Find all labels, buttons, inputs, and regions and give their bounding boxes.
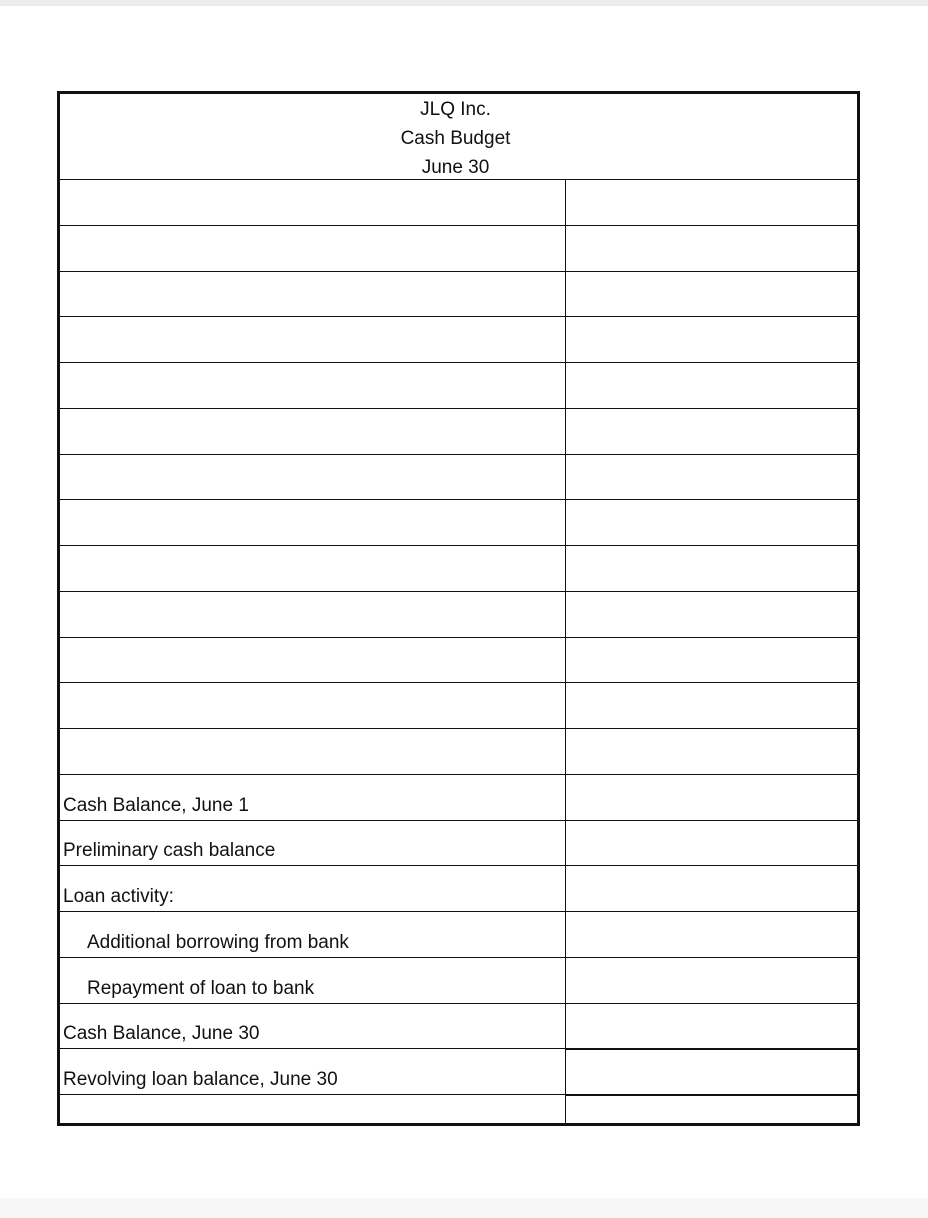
blank-row: [60, 317, 857, 363]
blank-row: [60, 546, 857, 592]
blank-row: [60, 409, 857, 455]
row-label: Preliminary cash balance: [63, 840, 276, 862]
labeled-row: [60, 958, 857, 1004]
labeled-row: [60, 866, 857, 912]
amount-cell[interactable]: [566, 409, 857, 454]
blank-row: [60, 455, 857, 501]
amount-cell[interactable]: [566, 500, 857, 545]
labeled-row: [60, 1049, 857, 1095]
blank-row: [60, 1095, 857, 1123]
label-cell[interactable]: [60, 729, 566, 774]
amount-cell[interactable]: [566, 638, 857, 683]
label-cell[interactable]: [60, 1049, 566, 1094]
amount-cell[interactable]: [566, 729, 857, 774]
label-cell[interactable]: [60, 821, 566, 866]
label-cell[interactable]: [60, 409, 566, 454]
blank-row: [60, 638, 857, 684]
amount-cell[interactable]: [566, 866, 857, 911]
labeled-row: [60, 912, 857, 958]
label-cell[interactable]: [60, 500, 566, 545]
label-cell[interactable]: [60, 638, 566, 683]
amount-cell[interactable]: [566, 363, 857, 408]
label-cell[interactable]: [60, 546, 566, 591]
amount-cell[interactable]: [566, 226, 857, 271]
amount-cell[interactable]: [566, 1049, 857, 1094]
double-underline: [566, 1095, 857, 1098]
amount-cell[interactable]: [566, 775, 857, 820]
label-cell[interactable]: [60, 272, 566, 317]
report-title: Cash Budget: [400, 128, 511, 149]
bottom-strip: [0, 1198, 928, 1218]
company-name: JLQ Inc.: [420, 99, 491, 120]
row-label: Cash Balance, June 1: [63, 794, 249, 816]
labeled-row: [60, 775, 857, 821]
amount-cell[interactable]: [566, 683, 857, 728]
label-cell[interactable]: [60, 317, 566, 362]
amount-cell[interactable]: [566, 592, 857, 637]
row-label: Loan activity:: [63, 886, 174, 907]
label-cell[interactable]: [60, 363, 566, 408]
label-cell[interactable]: [60, 912, 566, 957]
amount-cell[interactable]: [566, 821, 857, 866]
top-strip: [0, 0, 928, 6]
row-label: Cash Balance, June 30: [63, 1023, 260, 1045]
report-date: June 30: [421, 157, 490, 178]
label-cell[interactable]: [60, 180, 566, 225]
cash-budget-sheet: [57, 91, 860, 1126]
amount-cell[interactable]: [566, 1095, 857, 1123]
label-cell[interactable]: [60, 592, 566, 637]
blank-row: [60, 363, 857, 409]
blank-row: [60, 729, 857, 775]
label-cell[interactable]: [60, 1004, 566, 1049]
amount-cell[interactable]: [566, 958, 857, 1003]
blank-row: [60, 683, 857, 729]
label-cell[interactable]: [60, 1095, 566, 1123]
labeled-row: [60, 821, 857, 867]
amount-cell[interactable]: [566, 1004, 857, 1049]
amount-cell[interactable]: [566, 272, 857, 317]
blank-row: [60, 500, 857, 546]
amount-cell[interactable]: [566, 912, 857, 957]
row-label: Revolving loan balance, June 30: [63, 1069, 338, 1090]
double-underline: [566, 1049, 857, 1052]
label-cell[interactable]: [60, 866, 566, 911]
blank-row: [60, 180, 857, 226]
amount-cell[interactable]: [566, 180, 857, 225]
blank-row: [60, 226, 857, 272]
amount-cell[interactable]: [566, 455, 857, 500]
blank-row: [60, 272, 857, 318]
label-cell[interactable]: [60, 775, 566, 820]
amount-cell[interactable]: [566, 317, 857, 362]
blank-row: [60, 592, 857, 638]
label-cell[interactable]: [60, 226, 566, 271]
row-label: Additional borrowing from bank: [87, 931, 349, 953]
label-cell[interactable]: [60, 958, 566, 1003]
sheet-header: [60, 94, 857, 180]
row-label: Repayment of loan to bank: [87, 977, 315, 999]
labeled-row: [60, 1004, 857, 1050]
label-cell[interactable]: [60, 683, 566, 728]
amount-cell[interactable]: [566, 546, 857, 591]
label-cell[interactable]: [60, 455, 566, 500]
